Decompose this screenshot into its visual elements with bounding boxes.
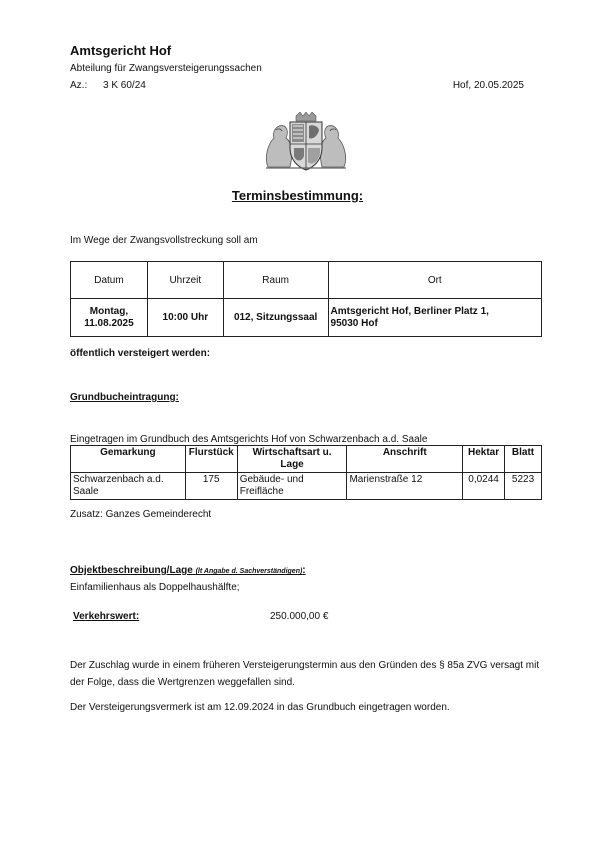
file-number-label: Az.: (70, 80, 88, 91)
object-heading-colon: : (302, 565, 306, 576)
appointment-location (328, 299, 541, 337)
location-line: 95030 Hof (330, 317, 378, 329)
file-number: 3 K 60/24 (103, 80, 146, 91)
cell-hektar: 0,0244 (463, 473, 505, 500)
appointment-date (71, 299, 148, 337)
market-value: 250.000,00 € (270, 611, 329, 622)
column-header: Anschrift (347, 446, 463, 473)
register-note-paragraph: Der Versteigerungsvermerk ist am 12.09.2024 in das Grundbuch eingetragen worden. (70, 702, 450, 713)
land-register-header-row (71, 446, 542, 473)
place-date: Hof, 20.05.2025 (452, 80, 524, 91)
date-value: 11.08.2025 (84, 317, 134, 329)
column-header: Raum (223, 262, 328, 299)
market-value-label: Verkehrswert: (73, 611, 140, 622)
object-description-heading (70, 565, 306, 576)
document-title: Terminsbestimmung: (231, 188, 364, 203)
object-heading-label: Objektbeschreibung/Lage (70, 565, 193, 576)
weekday: Montag, (89, 305, 129, 317)
column-header: Flurstück (185, 446, 237, 473)
location-line: Amtsgericht Hof, Berliner Platz 1, (330, 305, 489, 317)
object-heading-note: (lt Angabe d. Sachverständigen) (195, 568, 303, 575)
court-name: Amtsgericht Hof (70, 43, 172, 58)
column-header: Wirtschaftsart u. Lage (237, 446, 347, 473)
sold-text: öffentlich versteigert werden: (70, 348, 211, 359)
cell-flurstueck: 175 (185, 473, 237, 500)
department: Abteilung für Zwangsversteigerungssachen (70, 63, 262, 74)
land-register-line: Eingetragen im Grundbuch des Amtsgerichts Hof von Schwarzenbach a.d. Saale (70, 434, 428, 445)
appointment-header-row (71, 262, 542, 299)
land-register-table (70, 445, 542, 500)
appointment-time: 10:00 Uhr (147, 299, 223, 337)
column-header: Gemarkung (71, 446, 186, 473)
land-register-heading: Grundbucheintragung: (70, 392, 179, 403)
cell-gemarkung: Schwarzenbach a.d. Saale (71, 473, 186, 500)
column-header: Uhrzeit (147, 262, 223, 299)
addendum: Zusatz: Ganzes Gemeinderecht (70, 509, 212, 520)
column-header: Datum (71, 262, 148, 299)
appointment-row (71, 299, 542, 337)
award-paragraph: Der Zuschlag wurde in einem früheren Versteigerungstermin aus den Gründen des § 85a ZVG versagt mit der Folge, dass die Wertgrenzen weggefallen sind. (70, 660, 540, 688)
cell-anschrift: Marienstraße 12 (347, 473, 463, 500)
object-description: Einfamilienhaus als Doppelhaushälfte; (70, 582, 240, 593)
table-row (71, 473, 542, 500)
column-header: Ort (328, 262, 541, 299)
intro-text: Im Wege der Zwangsvollstreckung soll am (70, 235, 258, 246)
cell-wirtschaftsart: Gebäude- und Freifläche (237, 473, 347, 500)
coat-of-arms-icon (262, 112, 350, 172)
cell-blatt: 5223 (505, 473, 542, 500)
appointment-room: 012, Sitzungssaal (223, 299, 328, 337)
column-header: Hektar (463, 446, 505, 473)
appointment-table (70, 261, 542, 337)
column-header: Blatt (505, 446, 542, 473)
